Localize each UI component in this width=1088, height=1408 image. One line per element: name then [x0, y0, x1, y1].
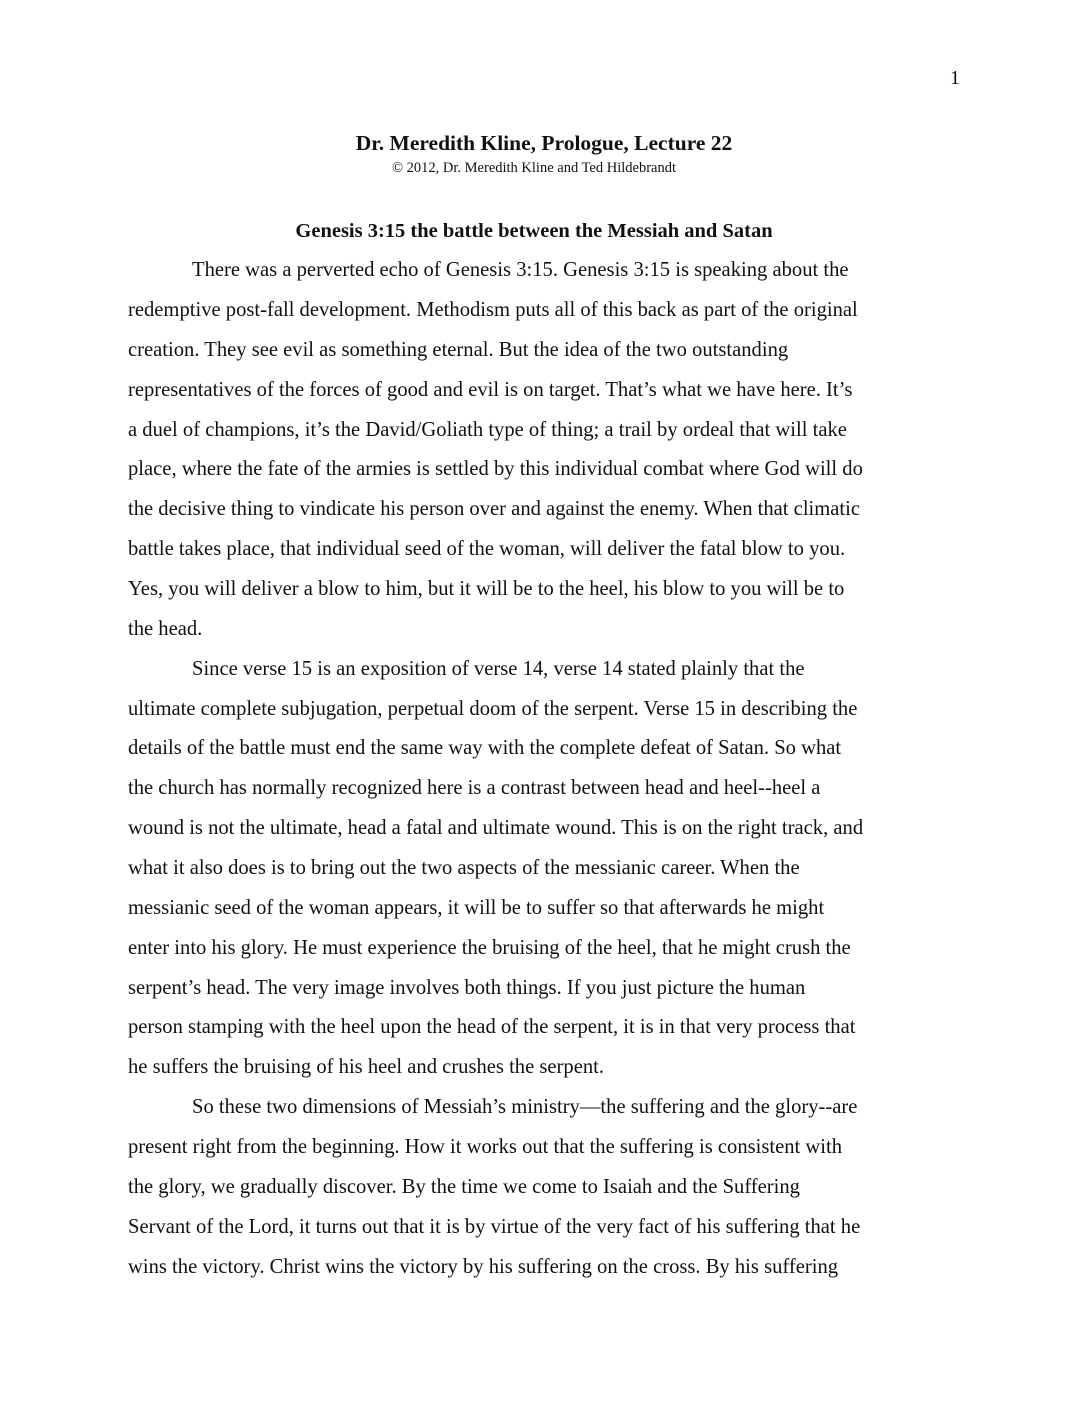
text-line: Servant of the Lord, it turns out that it is by virtue of the very fact of his suffering that he	[128, 1216, 861, 1238]
document-title: Dr. Meredith Kline, Prologue, Lecture 22	[355, 131, 733, 155]
text-line: redemptive post-fall development. Methodism puts all of this back as part of the original	[128, 299, 858, 321]
text-line: ultimate complete subjugation, perpetual doom of the serpent. Verse 15 in describing the	[128, 698, 858, 720]
text-line: Yes, you will deliver a blow to him, but it will be to the heel, his blow to you will be to	[128, 578, 845, 600]
text-line: he suffers the bruising of his heel and crushes the serpent.	[128, 1056, 605, 1078]
text-line: the decisive thing to vindicate his person over and against the enemy. When that climatic	[128, 498, 861, 520]
text-line: wound is not the ultimate, head a fatal and ultimate wound. This is on the right track, and	[128, 817, 864, 839]
text-line: representatives of the forces of good and evil is on target. That’s what we have here. It’s	[128, 379, 853, 401]
text-line: the head.	[128, 618, 203, 640]
text-line: the church has normally recognized here is a contrast between head and heel--heel a	[128, 777, 821, 799]
section-heading: Genesis 3:15 the battle between the Messiah and Satan	[295, 220, 773, 242]
text-line: So these two dimensions of Messiah’s ministry—the suffering and the glory--are	[192, 1096, 858, 1118]
text-line: There was a perverted echo of Genesis 3:15. Genesis 3:15 is speaking about the	[192, 259, 849, 281]
text-line: details of the battle must end the same way with the complete defeat of Satan. So what	[128, 737, 842, 759]
text-line: what it also does is to bring out the two aspects of the messianic career. When the	[128, 857, 800, 879]
text-line: present right from the beginning. How it works out that the suffering is consistent with	[128, 1136, 843, 1158]
copyright-line: © 2012, Dr. Meredith Kline and Ted Hildebrandt	[392, 160, 676, 176]
text-line: Since verse 15 is an exposition of verse 14, verse 14 stated plainly that the	[192, 658, 805, 680]
text-line: place, where the fate of the armies is settled by this individual combat where God will do	[128, 458, 863, 480]
text-line: person stamping with the heel upon the head of the serpent, it is in that very process that	[128, 1016, 856, 1038]
page-number: 1	[950, 67, 960, 89]
text-line: wins the victory. Christ wins the victory by his suffering on the cross. By his suffering	[128, 1256, 839, 1278]
text-line: enter into his glory. He must experience the bruising of the heel, that he might crush the	[128, 937, 851, 959]
text-line: creation. They see evil as something eternal. But the idea of the two outstanding	[128, 339, 789, 361]
text-line: serpent’s head. The very image involves both things. If you just picture the human	[128, 977, 806, 999]
text-line: the glory, we gradually discover. By the time we come to Isaiah and the Suffering	[128, 1176, 800, 1198]
text-line: messianic seed of the woman appears, it will be to suffer so that afterwards he might	[128, 897, 825, 919]
text-line: a duel of champions, it’s the David/Goliath type of thing; a trail by ordeal that will take	[128, 419, 847, 441]
text-line: battle takes place, that individual seed of the woman, will deliver the fatal blow to you.	[128, 538, 846, 560]
